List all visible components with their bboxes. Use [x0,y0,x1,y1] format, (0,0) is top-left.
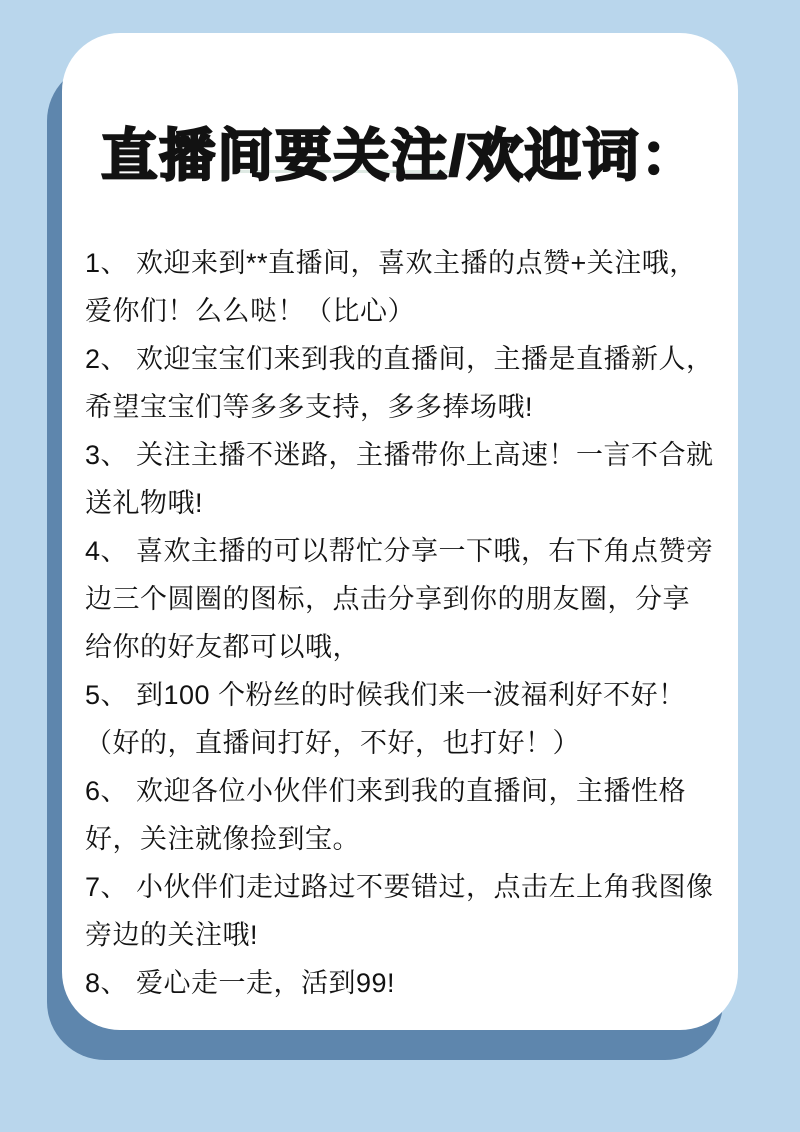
welcome-phrase-item-8: 8、 爱心走一走，活到99! [85,968,396,998]
welcome-phrase-item-2: 2、 欢迎宝宝们来到我的直播间，主播是直播新人，希望宝宝们等多多支持，多多捧场哦! [85,344,714,422]
page-title: 直播间要关注/欢迎词： [101,124,699,187]
welcome-phrase-item-6: 6、 欢迎各位小伙伴们来到我的直播间，主播性格好，关注就像捡到宝。 [85,776,687,854]
welcome-phrase-list [62,239,738,1007]
welcome-phrase-item-3: 3、 关注主播不迷路，主播带你上高速！一言不合就送礼物哦! [85,440,714,518]
welcome-phrase-item-4: 4、 喜欢主播的可以帮忙分享一下哦，右下角点赞旁边三个圆圈的图标，点击分享到你的朋友圈，分享给你的好友都可以哦， [85,536,714,662]
poster-card [62,33,738,1030]
welcome-phrase-item-7: 7、 小伙伴们走过路过不要错过，点击左上角我图像旁边的关注哦! [85,872,714,950]
welcome-phrase-item-5: 5、 到100 个粉丝的时候我们来一波福利好不好！（好的，直播间打好，不好，也打好！） [85,680,686,758]
welcome-phrase-item-1: 1、 欢迎来到**直播间，喜欢主播的点赞+关注哦，爱你们！么么哒！（比心） [85,248,697,326]
